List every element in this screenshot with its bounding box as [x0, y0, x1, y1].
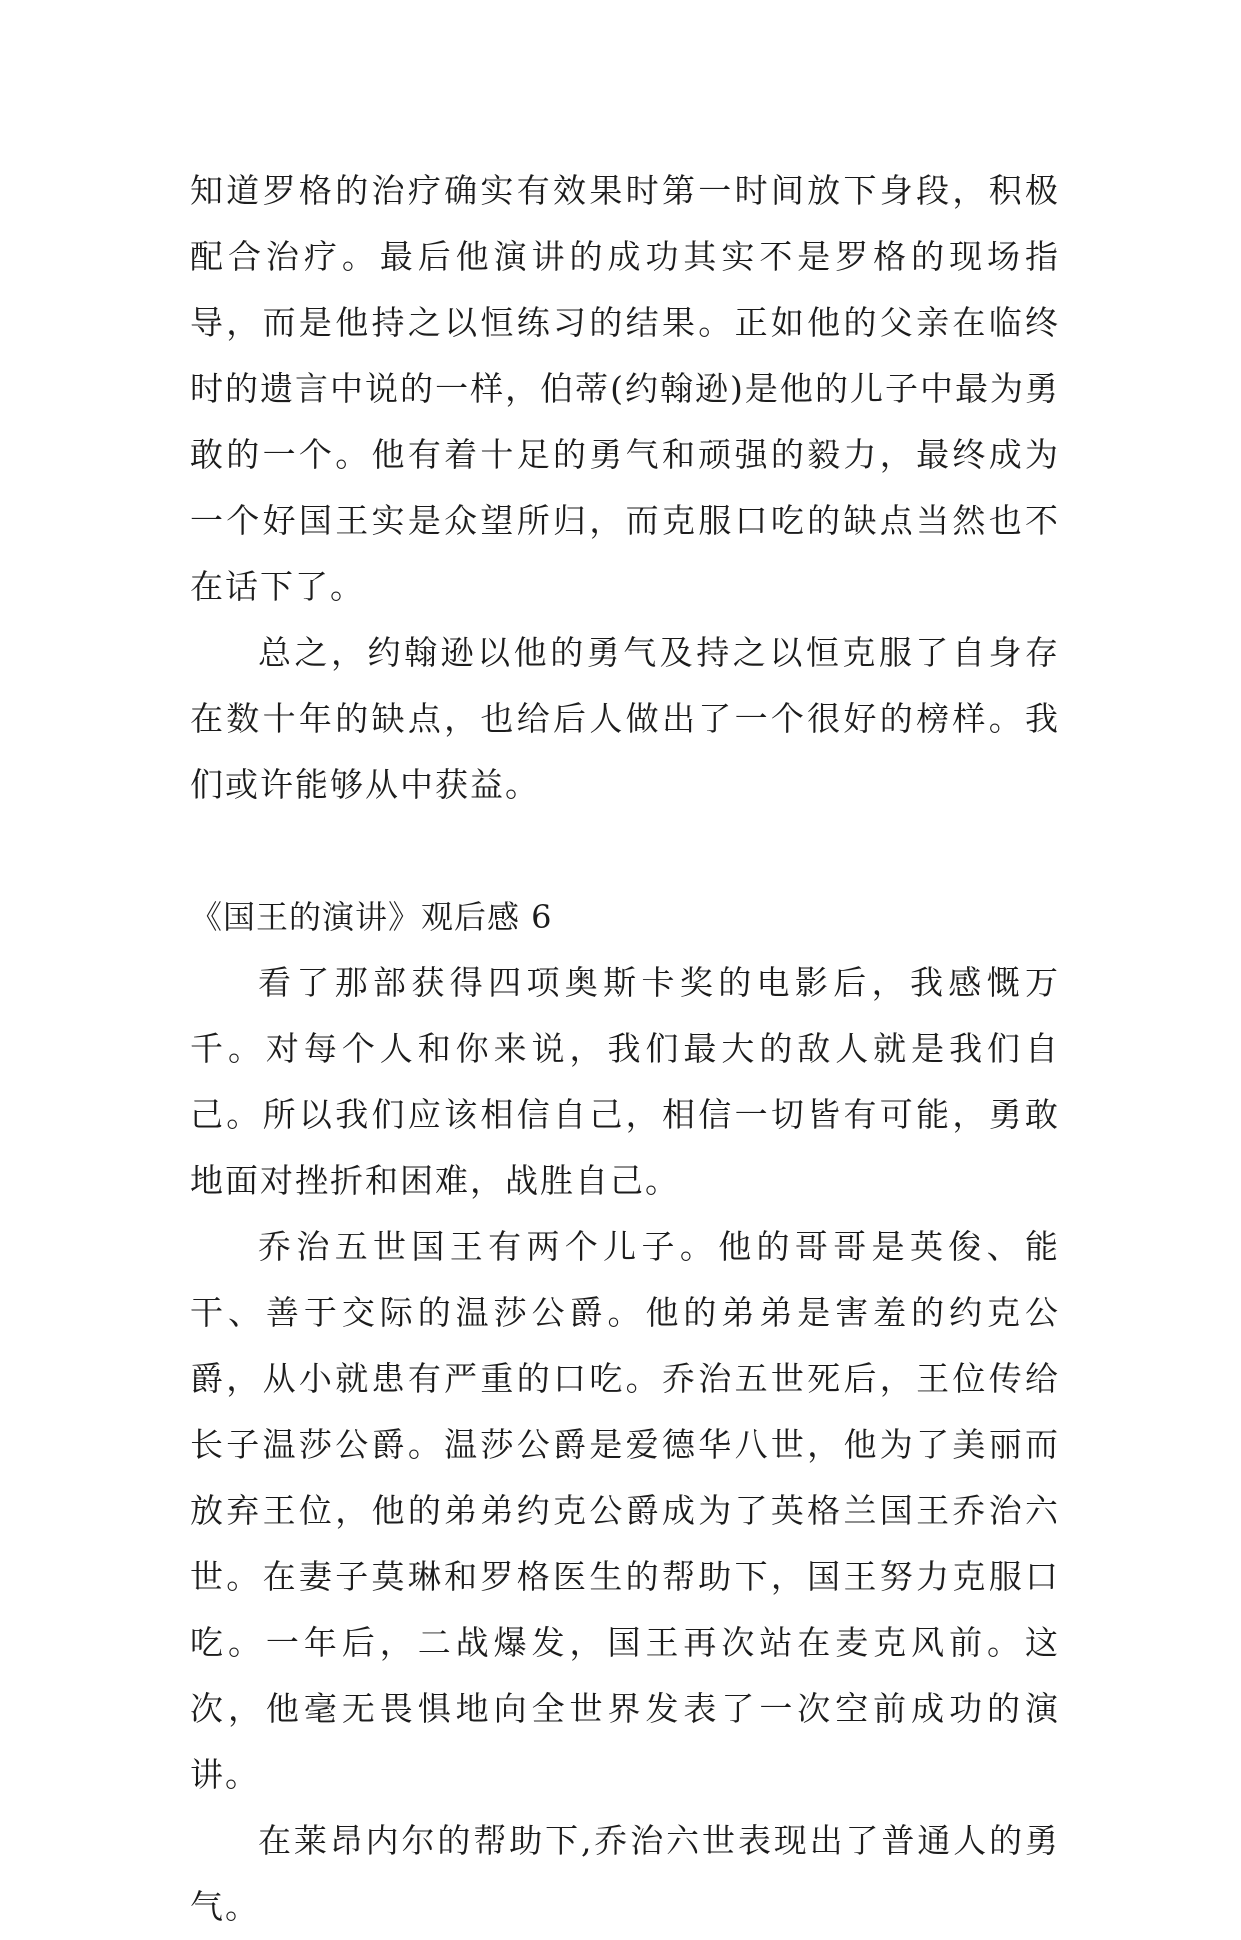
paragraph-conclusion: 总之，约翰逊以他的勇气及持之以恒克服了自身存在数十年的缺点，也给后人做出了一个很好的榜样。我们或许能够从中获益。 [190, 633, 1060, 804]
section-paragraph-2: 乔治五世国王有两个儿子。他的哥哥是英俊、能干、善于交际的温莎公爵。他的弟弟是害羞的约克公爵，从小就患有严重的口吃。乔治五世死后，王位传给长子温莎公爵。温莎公爵是爱德华八世，他为了美丽而放弃王位，他的弟弟约克公爵成为了英格兰国王乔治六世。在妻子莫琳和罗格医生的帮助下，国王努力克服口吃。一年后，二战爆发，国王再次站在麦克风前。这次，他毫无畏惧地向全世界发表了一次空前成功的演讲。 [190, 1227, 1060, 1794]
paragraph-continuation: 知道罗格的治疗确实有效果时第一时间放下身段，积极配合治疗。最后他演讲的成功其实不是罗格的现场指导，而是他持之以恒练习的结果。正如他的父亲在临终时的遗言中说的一样，伯蒂(约翰逊)是他的儿子中最为勇敢的一个。他有着十足的勇气和顽强的毅力，最终成为一个好国王实是众望所归，而克服口吃的缺点当然也不在话下了。 [190, 171, 1060, 606]
section-title: 《国王的演讲》观后感 6 [190, 898, 553, 936]
section-paragraph-1: 看了那部获得四项奥斯卡奖的电影后，我感慨万千。对每个人和你来说，我们最大的敌人就是我们自己。所以我们应该相信自己，相信一切皆有可能，勇敢地面对挫折和困难，战胜自己。 [190, 963, 1060, 1200]
document-body [190, 158, 1060, 1940]
section-paragraph-3: 在莱昂内尔的帮助下,乔治六世表现出了普通人的勇气。 [190, 1821, 1060, 1926]
